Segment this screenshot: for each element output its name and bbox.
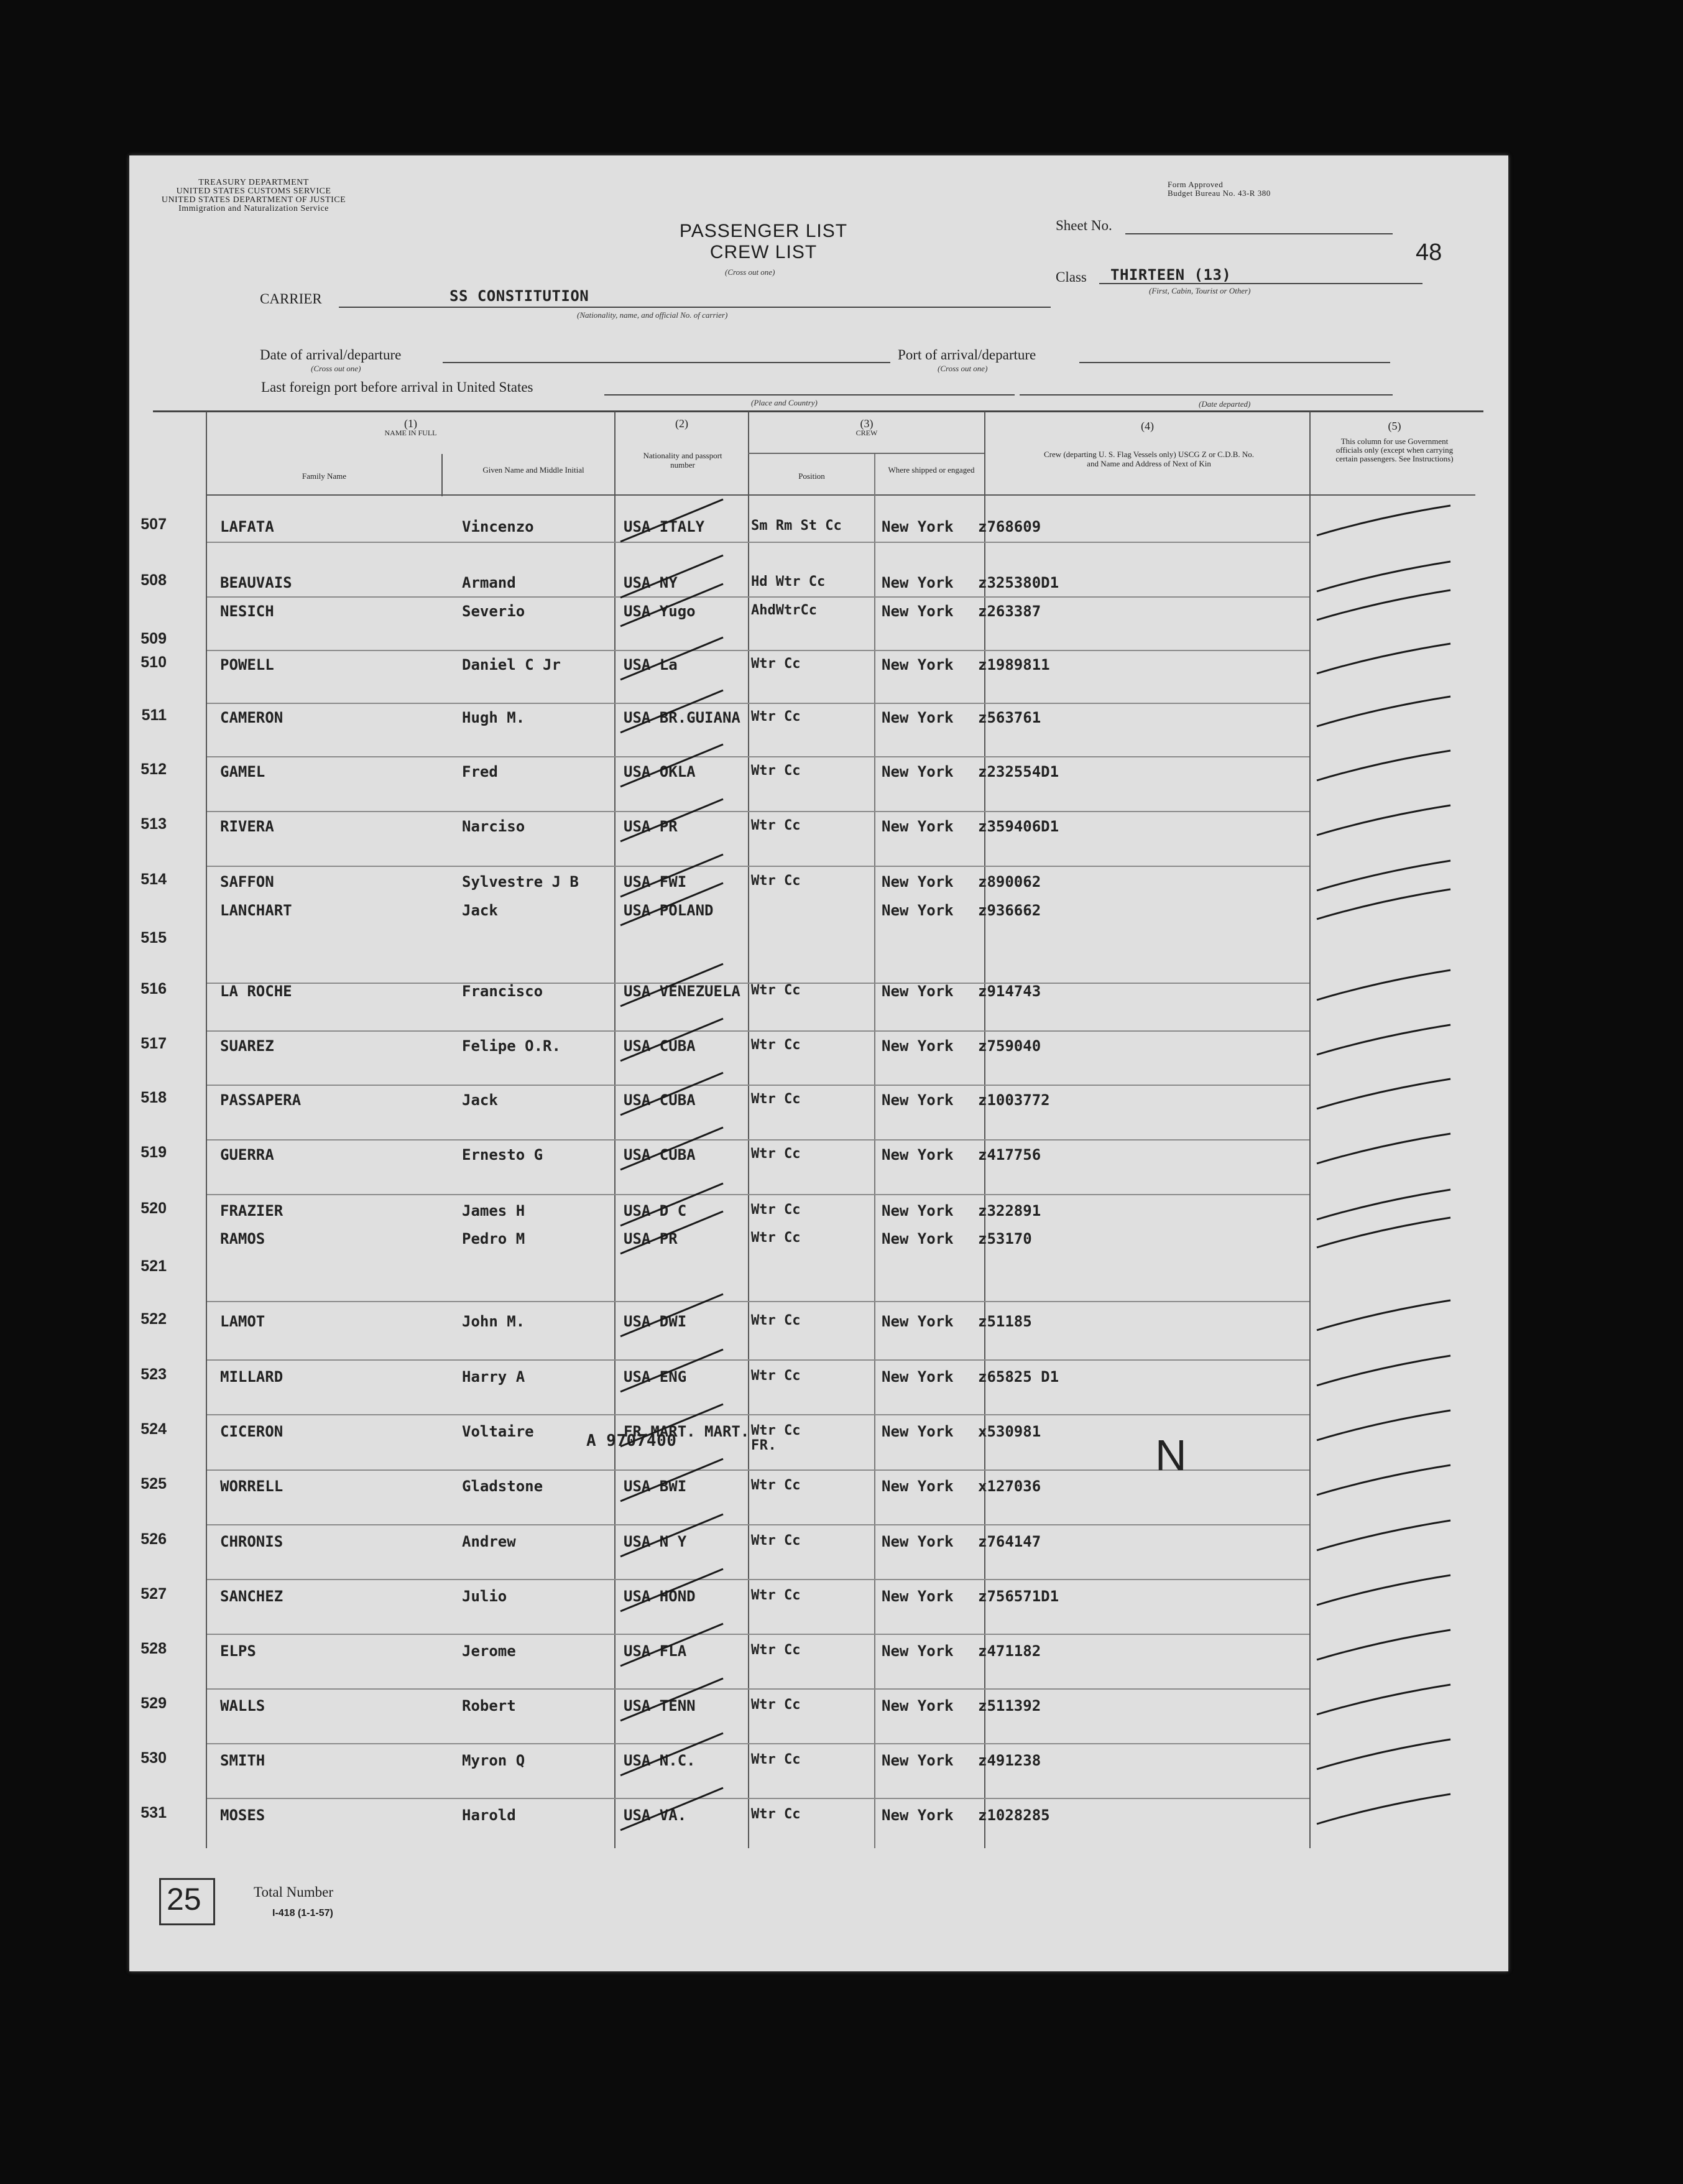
z-number: z756571D1 (978, 1588, 1059, 1605)
nationality-check-stroke (620, 1514, 723, 1557)
position: AhdWtrCc (751, 603, 817, 618)
z-number: z232554D1 (978, 763, 1059, 780)
where-shipped: New York (882, 1423, 954, 1440)
col4-num: (4) (1141, 420, 1154, 432)
given-name: Ernesto G (462, 1146, 543, 1164)
given-name: Myron Q (462, 1752, 525, 1769)
where-shipped: New York (882, 1478, 954, 1495)
row-number: 516 (141, 980, 167, 997)
row-number: 515 (141, 929, 167, 946)
given-name: Severio (462, 603, 525, 620)
position: Hd Wtr Cc (751, 574, 826, 590)
z-number: z325380D1 (978, 574, 1059, 591)
official-check-stroke (1317, 506, 1450, 535)
nationality: USA CUBA (624, 1146, 696, 1164)
official-check-stroke (1317, 590, 1450, 620)
carrier-label: CARRIER (260, 291, 322, 307)
row-number: 509 (141, 630, 167, 647)
sheet-number: 48 (1416, 239, 1442, 266)
nationality-check-stroke (620, 1404, 723, 1446)
official-check-stroke (1317, 751, 1450, 780)
given-name: Julio (462, 1588, 507, 1605)
official-check-stroke (1317, 1575, 1450, 1605)
alien-number: A 9707400 (586, 1432, 677, 1450)
where-shipped: New York (882, 1037, 954, 1055)
official-check-stroke (1317, 1300, 1450, 1330)
official-check-stroke (1317, 696, 1450, 726)
position: Wtr Cc (751, 656, 801, 672)
row-number: 517 (141, 1035, 167, 1052)
form-number: I-418 (1-1-57) (272, 1908, 333, 1918)
nationality: USA BR.GUIANA (624, 709, 740, 726)
official-check-stroke (1317, 861, 1450, 891)
given-name: Sylvestre J B (462, 873, 579, 891)
family-name: POWELL (220, 656, 274, 673)
family-name: LA ROCHE (220, 983, 292, 1000)
family-name: SANCHEZ (220, 1588, 284, 1605)
nationality-check-stroke (620, 690, 723, 733)
nationality-check-stroke (620, 1073, 723, 1115)
official-check-stroke (1317, 1520, 1450, 1550)
class-label: Class (1056, 269, 1087, 285)
family-name: NESICH (220, 603, 274, 620)
date-note: (Cross out one) (311, 364, 361, 373)
official-check-stroke (1317, 1685, 1450, 1714)
given-name: John M. (462, 1313, 525, 1330)
place-note: (Place and Country) (751, 398, 818, 407)
official-check-stroke (1317, 1739, 1450, 1769)
family-name: ELPS (220, 1642, 256, 1660)
family-name: RAMOS (220, 1230, 265, 1247)
class-value: THIRTEEN (13) (1110, 266, 1232, 284)
position: Wtr Cc (751, 873, 801, 889)
position: Wtr Cc (751, 1642, 801, 1658)
where-shipped: New York (882, 1146, 954, 1164)
family-name: WALLS (220, 1697, 265, 1714)
family-name: GUERRA (220, 1146, 274, 1164)
nationality-check-stroke (620, 637, 723, 680)
given-name: Daniel C Jr (462, 656, 561, 673)
nationality: USA DWI (624, 1313, 687, 1330)
family-name: CICERON (220, 1423, 284, 1440)
list-title: PASSENGER LIST CREW LIST (679, 221, 848, 262)
nationality: USA BWI (624, 1478, 687, 1495)
nationality: USA La (624, 656, 678, 673)
z-number: z417756 (978, 1146, 1041, 1164)
col5-num: (5) (1388, 420, 1401, 432)
z-number: z491238 (978, 1752, 1041, 1769)
nationality: USA TENN (624, 1697, 696, 1714)
row-number: 512 (141, 761, 167, 778)
official-check-stroke (1317, 1794, 1450, 1824)
where-shipped: New York (882, 1313, 954, 1330)
nationality: USA Yugo (624, 603, 696, 620)
z-number: z1028285 (978, 1807, 1050, 1824)
position: Wtr Cc (751, 1697, 801, 1713)
nationality-check-stroke (620, 1349, 723, 1392)
nationality-check-stroke (620, 1678, 723, 1721)
nationality: USA ITALY (624, 518, 705, 535)
nationality: USA POLAND (624, 902, 714, 919)
z-number: x127036 (978, 1478, 1041, 1495)
official-check-stroke (1317, 1356, 1450, 1386)
nationality-check-stroke (620, 799, 723, 841)
row-number: 519 (141, 1144, 167, 1161)
col1-header: (1) NAME IN FULL (384, 417, 437, 437)
family-name: GAMEL (220, 763, 265, 780)
col5-header: This column for use Government officials only (except when carrying certain passengers. See Instructions) (1335, 437, 1454, 463)
row-number: 508 (141, 571, 167, 589)
z-number: z53170 (978, 1230, 1032, 1247)
row-number: 529 (141, 1695, 167, 1712)
nationality-check-stroke (620, 1569, 723, 1611)
where-shipped: New York (882, 1368, 954, 1386)
row-number: 511 (141, 706, 167, 724)
position: Wtr Cc (751, 709, 801, 724)
given-name: Armand (462, 574, 516, 591)
nationality: USA NY (624, 574, 678, 591)
z-number: z1003772 (978, 1091, 1050, 1109)
nationality: USA PR (624, 1230, 678, 1247)
date-departed-note: (Date departed) (1199, 399, 1251, 409)
where-shipped: New York (882, 574, 954, 591)
family-name: PASSAPERA (220, 1091, 302, 1109)
nationality-check-stroke (620, 1624, 723, 1666)
row-number: 527 (141, 1585, 167, 1603)
nationality: USA N.C. (624, 1752, 696, 1769)
where-shipped: New York (882, 902, 954, 919)
where-shipped: New York (882, 1697, 954, 1714)
date-label: Date of arrival/departure (260, 347, 402, 363)
position: Wtr Cc (751, 1230, 801, 1246)
family-name: FRAZIER (220, 1202, 284, 1219)
col2-header: Nationality and passport number (643, 451, 722, 470)
where-shipped: New York (882, 1091, 954, 1109)
family-name: MOSES (220, 1807, 265, 1824)
row-number: 518 (141, 1089, 167, 1106)
nationality: USA CUBA (624, 1037, 696, 1055)
handwritten-check-marks (129, 155, 1508, 1971)
official-check-stroke (1317, 1079, 1450, 1109)
family-name: LAMOT (220, 1313, 265, 1330)
nationality-check-stroke (620, 1127, 723, 1170)
z-number: z768609 (978, 518, 1041, 535)
nationality-check-stroke (620, 1019, 723, 1061)
where-shipped: New York (882, 656, 954, 673)
nationality-check-stroke (620, 1211, 723, 1254)
position: Wtr Cc (751, 1202, 801, 1218)
official-check-stroke (1317, 1410, 1450, 1440)
nationality: FR.MART. MART. (624, 1423, 750, 1440)
given-name: Felipe O.R. (462, 1037, 561, 1055)
where-shipped: New York (882, 603, 954, 620)
z-number: z563761 (978, 709, 1041, 726)
where-shipped: New York (882, 1230, 954, 1247)
z-number: z1989811 (978, 656, 1050, 673)
position: Wtr Cc (751, 818, 801, 833)
where-shipped: New York (882, 1752, 954, 1769)
nationality: USA N Y (624, 1533, 687, 1550)
z-number: z359406D1 (978, 818, 1059, 835)
z-number: z759040 (978, 1037, 1041, 1055)
z-number: z51185 (978, 1313, 1032, 1330)
given-name: Jack (462, 1091, 498, 1109)
official-check-stroke (1317, 562, 1450, 591)
position: Wtr Cc (751, 983, 801, 998)
where-shipped: New York (882, 1642, 954, 1660)
position: Sm Rm St Cc (751, 518, 842, 534)
nationality: USA D C (624, 1202, 687, 1219)
sheet-label: Sheet No. (1056, 218, 1112, 233)
col3b-header: Where shipped or engaged (888, 465, 975, 474)
row-number: 520 (141, 1200, 167, 1217)
z-number: z322891 (978, 1202, 1041, 1219)
z-number: z764147 (978, 1533, 1041, 1550)
position: Wtr Cc (751, 1091, 801, 1107)
col1b-header: Given Name and Middle Initial (482, 465, 584, 474)
nationality-check-stroke (620, 1183, 723, 1226)
carrier-value: SS CONSTITUTION (450, 287, 589, 305)
nationality: USA ENG (624, 1368, 687, 1386)
where-shipped: New York (882, 518, 954, 535)
nationality-check-stroke (620, 499, 723, 542)
family-name: SMITH (220, 1752, 265, 1769)
where-shipped: New York (882, 983, 954, 1000)
z-number: z263387 (978, 603, 1041, 620)
given-name: Voltaire (462, 1423, 534, 1440)
family-name: SUAREZ (220, 1037, 274, 1055)
row-number: 522 (141, 1310, 167, 1328)
nationality-check-stroke (620, 1788, 723, 1830)
given-name: Andrew (462, 1533, 516, 1550)
family-name: SAFFON (220, 873, 274, 891)
official-check-stroke (1317, 1465, 1450, 1495)
nationality-check-stroke (620, 744, 723, 787)
nationality-check-stroke (620, 1733, 723, 1775)
z-number: z471182 (978, 1642, 1041, 1660)
given-name: Narciso (462, 818, 525, 835)
family-name: MILLARD (220, 1368, 284, 1386)
position: Wtr Cc (751, 1313, 801, 1328)
row-number: 510 (141, 654, 167, 671)
family-name: LANCHART (220, 902, 292, 919)
col1a-header: Family Name (302, 471, 347, 481)
nationality-check-stroke (620, 1294, 723, 1336)
z-number: z890062 (978, 873, 1041, 891)
given-name: Pedro M (462, 1230, 525, 1247)
row-number: 521 (141, 1257, 167, 1275)
where-shipped: New York (882, 1533, 954, 1550)
row-number: 531 (141, 1804, 167, 1821)
given-name: Robert (462, 1697, 516, 1714)
nationality: USA HOND (624, 1588, 696, 1605)
nationality-check-stroke (620, 1459, 723, 1501)
crew-list-sheet (129, 155, 1508, 1971)
col4-header: Crew (departing U. S. Flag Vessels only) USCG Z or C.D.B. No. and Name and Address of Next of Kin (1043, 450, 1255, 468)
family-name: RIVERA (220, 818, 274, 835)
given-name: Fred (462, 763, 498, 780)
given-name: Jerome (462, 1642, 516, 1660)
official-check-stroke (1317, 889, 1450, 919)
agency-header: TREASURY DEPARTMENT UNITED STATES CUSTOMS SERVICE UNITED STATES DEPARTMENT OF JUSTICE Immigration and Naturalization Service (161, 178, 346, 213)
nationality: USA OKLA (624, 763, 696, 780)
col3a-header: Position (798, 471, 825, 481)
given-name: Francisco (462, 983, 543, 1000)
position: Wtr Cc (751, 1146, 801, 1162)
official-check-stroke (1317, 1630, 1450, 1660)
where-shipped: New York (882, 873, 954, 891)
where-shipped: New York (882, 818, 954, 835)
given-name: Harold (462, 1807, 516, 1824)
carrier-note: (Nationality, name, and official No. of carrier) (577, 310, 728, 320)
total-label: Total Number (254, 1884, 334, 1900)
family-name: WORRELL (220, 1478, 284, 1495)
where-shipped: New York (882, 709, 954, 726)
given-name: Jack (462, 902, 498, 919)
z-number: z914743 (978, 983, 1041, 1000)
row-number: 507 (141, 516, 167, 533)
row-number: 514 (141, 871, 167, 888)
col3-header: (3) CREW (855, 417, 878, 437)
row-number: 525 (141, 1475, 167, 1492)
z-number: z936662 (978, 902, 1041, 919)
z-number: x530981 (978, 1423, 1041, 1440)
official-check-stroke (1317, 1134, 1450, 1164)
where-shipped: New York (882, 1807, 954, 1824)
nationality: USA FLA (624, 1642, 687, 1660)
given-name: James H (462, 1202, 525, 1219)
official-check-stroke (1317, 970, 1450, 1000)
position: Wtr Cc (751, 1423, 801, 1438)
form-approved-note: Form Approved Budget Bureau No. 43-R 380 (1168, 180, 1271, 198)
nationality-check-stroke (620, 964, 723, 1006)
port-label: Port of arrival/departure (898, 347, 1036, 363)
position: Wtr Cc (751, 1037, 801, 1053)
family-name: BEAUVAIS (220, 574, 292, 591)
title-cross-out-note: (Cross out one) (725, 267, 775, 277)
row-number: 513 (141, 815, 167, 833)
total-value: 25 (167, 1882, 201, 1917)
position: Wtr Cc (751, 1588, 801, 1603)
row-number: 530 (141, 1749, 167, 1767)
position: Wtr Cc (751, 1368, 801, 1384)
row-number: 528 (141, 1640, 167, 1657)
last-port-label: Last foreign port before arrival in United States (261, 379, 533, 395)
nationality: USA CUBA (624, 1091, 696, 1109)
position: Wtr Cc (751, 763, 801, 779)
given-name: Harry A (462, 1368, 525, 1386)
position: Wtr Cc (751, 1478, 801, 1493)
n-mark: N (1155, 1431, 1187, 1479)
given-name: Vincenzo (462, 518, 534, 535)
col2-num: (2) (675, 417, 688, 430)
fr-note: FR. (751, 1438, 777, 1453)
row-number: 526 (141, 1530, 167, 1548)
row-number: 523 (141, 1366, 167, 1383)
official-check-stroke (1317, 644, 1450, 673)
position: Wtr Cc (751, 1533, 801, 1548)
given-name: Hugh M. (462, 709, 525, 726)
position: Wtr Cc (751, 1807, 801, 1822)
row-number: 524 (141, 1420, 167, 1438)
official-check-stroke (1317, 1190, 1450, 1219)
where-shipped: New York (882, 1588, 954, 1605)
z-number: z511392 (978, 1697, 1041, 1714)
given-name: Gladstone (462, 1478, 543, 1495)
z-number: z65825 D1 (978, 1368, 1059, 1386)
position: Wtr Cc (751, 1752, 801, 1767)
where-shipped: New York (882, 1202, 954, 1219)
nationality: USA VA. (624, 1807, 687, 1824)
where-shipped: New York (882, 763, 954, 780)
class-note: (First, Cabin, Tourist or Other) (1149, 286, 1251, 295)
family-name: LAFATA (220, 518, 274, 535)
official-check-stroke (1317, 1218, 1450, 1247)
nationality: USA PR (624, 818, 678, 835)
official-check-stroke (1317, 1025, 1450, 1055)
official-check-stroke (1317, 805, 1450, 835)
family-name: CAMERON (220, 709, 284, 726)
nationality: USA VENEZUELA (624, 983, 740, 1000)
nationality: USA FWI (624, 873, 687, 891)
family-name: CHRONIS (220, 1533, 284, 1550)
port-note: (Cross out one) (938, 364, 988, 373)
